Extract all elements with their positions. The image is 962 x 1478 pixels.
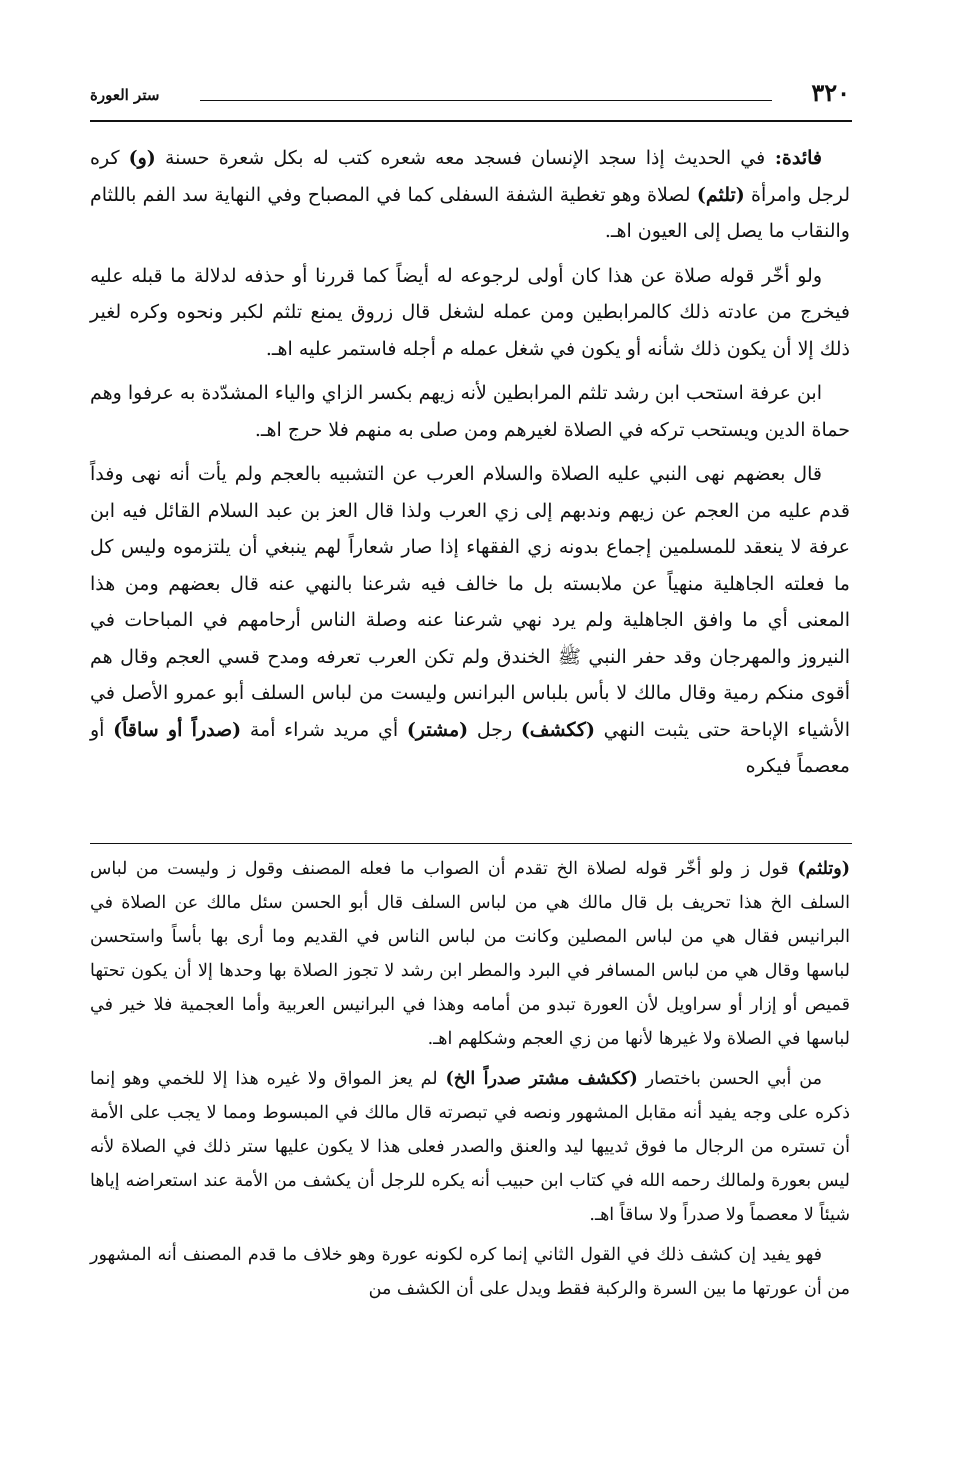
running-title: ستر العورة bbox=[90, 86, 160, 104]
bold-term: (ككشف مشتر صدراً الخ) bbox=[445, 1069, 638, 1089]
bold-term: (و) bbox=[128, 147, 156, 169]
bold-term: فائدة: bbox=[765, 147, 823, 169]
text-run: ابن عرفة استحب ابن رشد تلثم المرابطين لأنه زيهم بكسر الزاي والياء المشدّدة به عرفوا وهم حماة الدين ويستحب تركه في الصلاة لغيرهم ومن صلى به منهم فلا حرج اهـ. bbox=[89, 382, 850, 441]
commentary-divider bbox=[90, 843, 852, 844]
bold-term: (وتلثم) bbox=[797, 859, 850, 879]
text-run: لم يعز المواق ولا غيره هذا إلا للخمي وهو إنما ذكره على وجه يفيد أنه مقابل المشهور ونصه في تبصرته قال مالك في المبسوط ومما لا يجب على الأمة أن تستره من الرجال ما فوق ثدييها ليد والعنق والصدر فعلى هذا لا يكون عليها ستر ذلك في الصلاة لأنه ليس بعورة ولمالك رحمه الله في كتاب ابن حبيب أنه يكره للرجل أن يكشف من الأمة عند استعراضه إياها شيئاً لا معصماً ولا صدراً ولا ساقاً اهـ. bbox=[90, 1069, 850, 1225]
bold-term: (صدراً أو ساقاً) bbox=[113, 718, 242, 741]
text-run: فهو يفيد إن كشف ذلك في القول الثاني إنما كره لكونه عورة وهو خلاف ما قدم المصنف أنه المشهور من أن عورتها ما بين السرة والركبة فقط ويدل على أن الكشف من bbox=[90, 1245, 850, 1299]
text-run: أي مريد شراء أمة bbox=[241, 718, 407, 741]
page-header bbox=[90, 78, 850, 114]
bold-term: (تلثم) bbox=[696, 183, 745, 206]
text-run: رجل bbox=[468, 718, 521, 741]
text-run: من أبي الحسن باختصار bbox=[637, 1069, 822, 1089]
header-divider bbox=[90, 120, 852, 122]
body-paragraph bbox=[90, 456, 850, 785]
page-number: ٣٢٠ bbox=[811, 78, 850, 107]
bold-term: (ككشف) bbox=[520, 718, 595, 741]
text-run: أو معصماً فيكره bbox=[90, 718, 850, 777]
commentary-paragraph bbox=[90, 1238, 850, 1306]
body-paragraph bbox=[90, 258, 850, 368]
text-run: قول ز ولو أخّر قوله لصلاة الخ تقدم أن الصواب ما فعله المصنف وقول ز وليست من لباس السلف الخ هذا تحريف بل قال مالك هي من لباس السلف قال أبو الحسن سئل مالك عن الصلاة في البرانيس فقال هي من لباس المصلين وكانت من لباس الناس في القديم وما أرى بها بأساً واستحسن لباسها وقال هي من لباس المسافر في البرد والمطر ابن رشد لا تجوز الصلاة بها وحدها إلا أن يكون تحتها قميص أو إزار أو سراويل لأن العورة تبدو من أمامه وهذا في البرانيس العربية وأما العجمية فلا خير في لباسها في الصلاة ولا غيرها لأنها من زي العجم وشكلهم اهـ. bbox=[90, 859, 851, 1049]
text-run: في الحديث إذا سجد الإنسان فسجد معه شعره كتب له بكل شعرة حسنة bbox=[155, 147, 766, 169]
commentary-text bbox=[90, 852, 850, 1312]
text-run: ولو أخّر قوله صلاة عن هذا كان أولى لرجوعه له أيضاً كما قررنا أو حذفه لدلالة ما قبله عليه فيخرج من عادته ذلك كالمرابطين ومن عمله لشغل قال زروق يمنع تلثم لكبر ونحوه وكره لغير ذلك إلا أن يكون ذلك شأنه أو يكون في شغل عمله م أجله فاستمر عليه اهـ. bbox=[90, 264, 850, 360]
bold-term: (مشتر) bbox=[406, 718, 469, 741]
text-run: كره لرجل وامرأة bbox=[90, 147, 850, 206]
header-rule bbox=[200, 100, 772, 101]
commentary-paragraph bbox=[90, 1062, 850, 1232]
text-run: لصلاة وهو تغطية الشفة السفلى كما في المصباح وفي النهاية سد الفم باللثام والنقاب ما يصل إلى العيون اهـ. bbox=[90, 183, 850, 242]
body-paragraph bbox=[90, 375, 850, 448]
main-text bbox=[90, 140, 850, 793]
commentary-paragraph bbox=[90, 852, 850, 1056]
body-paragraph bbox=[90, 140, 850, 250]
text-run: قال بعضهم نهى النبي عليه الصلاة والسلام العرب عن التشبيه بالعجم ولم يأت أنه نهى وفداً قدم عليه من العجم عن زيهم وندبهم إلى زي العرب ولذا قال العز بن عبد السلام القائل فيه ابن عرفة لا ينعقد للمسلمين إجماع بدونه زي الفقهاء إذا صار شعاراً لهم ينبغي أن يلتزموه وليس كل ما فعلته الجاهلية منهياً عن ملابسته بل ما خالف فيه شرعنا بالنهي عنه قال بعضهم ومن هذا المعنى أي ما وافق الجاهلية ولم يرد نهي شرعنا عنه وصلة الناس أرحامهم في المباحات في النيروز والمهرجان وقد حفر النبي ﷺ الخندق ولم تكن العرب تعرفه ومدح قسي العجم وقال هم أقوى منكم رمية وقال مالك لا بأس بلباس البرانس وليست من لباس السلف أبو عمرو الأصل في الأشياء الإباحة حتى يثبت النهي bbox=[90, 463, 851, 741]
